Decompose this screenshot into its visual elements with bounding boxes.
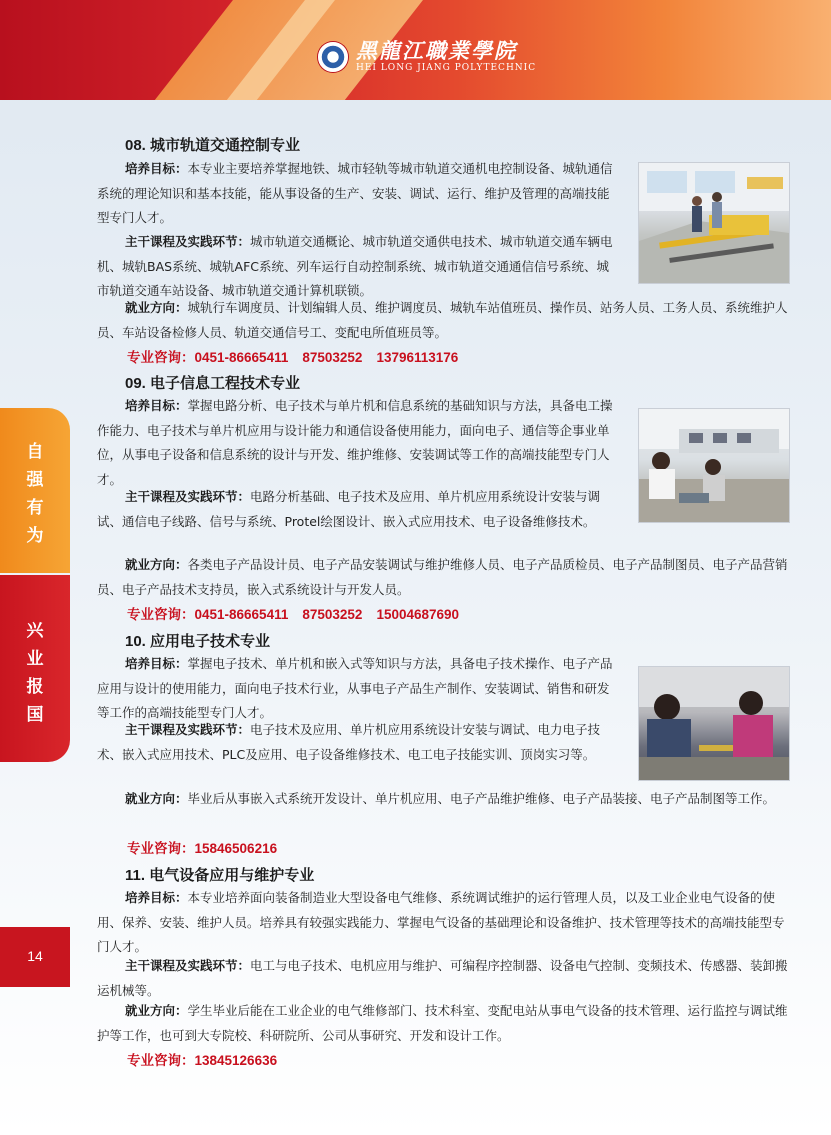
soldering-illustration (639, 667, 789, 780)
consult-label: 专业咨询： (127, 607, 195, 622)
jobs-label: 就业方向： (125, 301, 188, 315)
school-name-en: HEI LONG JIANG POLYTECHNIC (356, 63, 537, 73)
section-title-10: 10. 应用电子技术专业 (125, 633, 271, 650)
section-09-goal (97, 394, 617, 492)
section-08-jobs-text: 城轨行车调度员、计划编辑人员、维护调度员、城轨车站值班员、操作员、站务人员、工务人员、系统维护人员、车站设备检修人员、轨道交通信号工、变配电所值班员等。 (97, 300, 788, 340)
section-08-jobs (97, 296, 789, 345)
phone-number: 0451-86665411 (194, 350, 289, 365)
section-08-courses-text: 城市轨道交通概论、城市轨道交通供电技术、城市轨道交通车辆电机、城轨BAS系统、城轨AFC系统、列车运行自动控制系统、城市轨道交通通信信号系统、城市轨道交通车站设备、城市轨道交通计算机联锁。 (97, 234, 613, 298)
phone-number: 15846506216 (194, 841, 278, 856)
rail-lab-illustration (639, 163, 789, 283)
section-title-09: 09. 电子信息工程技术专业 (125, 375, 301, 392)
phone-number: 13845126636 (194, 1053, 278, 1068)
section-title-11: 11. 电气设备应用与维护专业 (125, 867, 315, 884)
school-emblem-icon (318, 42, 348, 72)
section-11-courses (97, 954, 789, 1003)
side-tab-motto-2-text: 兴 业 报 国 (26, 621, 44, 725)
phone-number: 13796113176 (376, 350, 459, 365)
goal-label: 培养目标： (125, 891, 188, 905)
section-11-courses-text: 电工与电子技术、电机应用与维护、可编程序控制器、设备电气控制、变频技术、传感器、装卸搬运机械等。 (97, 958, 788, 998)
section-11-jobs (97, 999, 789, 1048)
goal-label: 培养目标： (125, 162, 188, 176)
section-10-courses-text: 电子技术及应用、单片机应用系统设计安装与调试、电力电子技术、嵌入式应用技术、PLC及应用、电子设备维修技术、电工电子技能实训、顶岗实习等。 (97, 722, 601, 762)
section-09-consult (127, 603, 473, 623)
section-11-goal (97, 886, 789, 960)
section-10-goal-text: 掌握电子技术、单片机和嵌入式等知识与方法，具备电子技术操作、电子产品应用与设计的使用能力，面向电子技术行业，从事电子产品生产制作、安装调试、销售和研发等工作的高端技能型专门人才。 (97, 656, 613, 720)
jobs-label: 就业方向： (125, 558, 188, 572)
courses-label: 主干课程及实践环节： (125, 490, 251, 504)
courses-label: 主干课程及实践环节： (125, 235, 251, 249)
phone-number: 87503252 (302, 607, 363, 622)
page-number: 14 (27, 948, 43, 964)
school-logo (318, 40, 536, 74)
section-09-goal-text: 掌握电路分析、电子技术与单片机和信息系统的基础知识与方法，具备电工操作能力、电子技术与单片机应用与设计能力和通信设备使用能力，面向电子、通信等企事业单位，从事电子设备和信息系统的设计与开发、维护维修、安装调试等工作的高端技能型专门人才。 (97, 398, 613, 487)
courses-label: 主干课程及实践环节： (125, 959, 251, 973)
section-11-goal-text: 本专业培养面向装备制造业大型设备电气维修、系统调试维护的运行管理人员，以及工业企业电气设备的使用、保养、安装、维护人员。培养具有较强实践能力、掌握电气设备的基础理论和设备维护、技术管理等技术的高端技能型专门人才。 (97, 890, 785, 954)
header-banner (0, 0, 831, 100)
section-08-courses (97, 230, 617, 304)
section-10-goal (97, 652, 617, 726)
section-10-consult (127, 837, 291, 857)
section-10-courses (97, 718, 617, 767)
section-09-courses (97, 485, 617, 534)
consult-label: 专业咨询： (127, 841, 195, 856)
phone-number: 0451-86665411 (194, 607, 289, 622)
consult-label: 专业咨询： (127, 350, 195, 365)
section-09-courses-text: 电路分析基础、电子技术及应用、单片机应用系统设计安装与调试、通信电子线路、信号与系统、Protel绘图设计、嵌入式应用技术、电子设备维修技术。 (97, 489, 601, 529)
phone-number: 87503252 (302, 350, 363, 365)
photo-rail-transit-lab (638, 162, 790, 284)
school-name-cn: 黑龍江職業學院 (356, 38, 517, 63)
jobs-label: 就业方向： (125, 792, 188, 806)
consult-label: 专业咨询： (127, 1053, 195, 1068)
section-title-08: 08. 城市轨道交通控制专业 (125, 137, 301, 154)
electronics-lab-illustration (639, 409, 789, 522)
section-11-jobs-text: 学生毕业后能在工业企业的电气维修部门、技术科室、变配电站从事电气设备的技术管理、运行监控与调试维护等工作，也可到大专院校、科研院所、公司从事研究、开发和设计工作。 (97, 1003, 788, 1043)
side-tab-motto-1-text: 自 强 有 为 (26, 442, 44, 546)
section-11-consult (127, 1049, 291, 1069)
section-08-goal-text: 本专业主要培养掌握地铁、城市轻轨等城市轨道交通机电控制设备、城轨通信系统的理论知识和基本技能，能从事设备的生产、安装、调试、运行、维护及管理的高端技能型专门人才。 (97, 161, 613, 225)
goal-label: 培养目标： (125, 657, 188, 671)
section-09-jobs-text: 各类电子产品设计员、电子产品安装调试与维护维修人员、电子产品质检员、电子产品制图员、电子产品营销员、电子产品技术支持员，嵌入式系统设计与开发人员。 (97, 557, 788, 597)
phone-number: 15004687690 (376, 607, 460, 622)
section-10-jobs (97, 787, 789, 812)
section-09-jobs (97, 553, 789, 602)
photo-electronics-lab (638, 408, 790, 523)
section-08-consult (127, 346, 472, 366)
photo-soldering-practice (638, 666, 790, 781)
section-08-goal (97, 157, 617, 231)
section-10-jobs-text: 毕业后从事嵌入式系统开发设计、单片机应用、电子产品维护维修、电子产品装接、电子产品制图等工作。 (187, 791, 776, 806)
jobs-label: 就业方向： (125, 1004, 188, 1018)
goal-label: 培养目标： (125, 399, 188, 413)
courses-label: 主干课程及实践环节： (125, 723, 251, 737)
